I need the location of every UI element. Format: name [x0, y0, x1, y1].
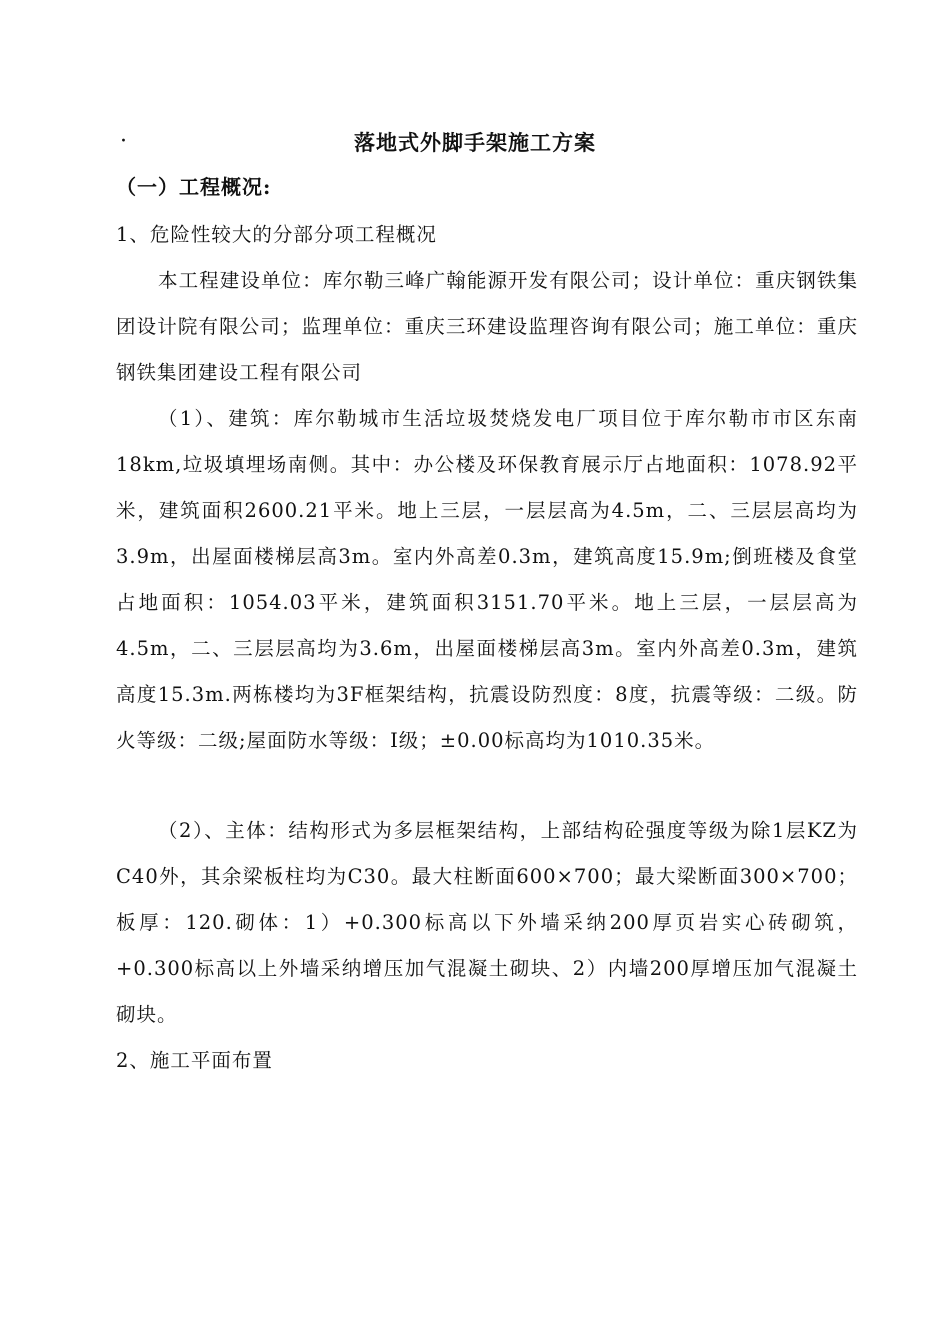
paragraph-structure: （2）、主体：结构形式为多层框架结构，上部结构砼强度等级为除1层KZ为C40外，其余梁板柱均为C30。最大柱断面600×700；最大梁断面300×700；板厚：120.砌体：1）+0.300标高以下外墙采纳200厚页岩实心砖砌筑，+0.300标高以上外墙采纳增压加气混凝土砌块、2）内墙200厚增压加气混凝土砌块。 [116, 819, 858, 1026]
page-title: 落地式外脚手架施工方案 [354, 130, 596, 155]
paragraph-units: 本工程建设单位：库尔勒三峰广翰能源开发有限公司；设计单位：重庆钢铁集团设计院有限公司；监理单位：重庆三环建设监理咨询有限公司；施工单位：重庆钢铁集团建设工程有限公司 [116, 269, 858, 384]
subsection-heading-1: 1、危险性较大的分部分项工程概况 [116, 223, 437, 246]
section-heading: （一）工程概况: [116, 175, 272, 199]
bullet-mark: · [120, 129, 127, 154]
subsection-heading-2: 2、施工平面布置 [116, 1049, 273, 1072]
paragraph-building: （1）、建筑：库尔勒城市生活垃圾焚烧发电厂项目位于库尔勒市市区东南18km,垃圾填埋场南侧。其中：办公楼及环保教育展示厅占地面积：1078.92平米，建筑面积2600.21平米。地上三层，一层层高为4.5m，二、三层层高均为3.9m，出屋面楼梯层高3m。室内外高差0.3m，建筑高度15.9m;倒班楼及食堂占地面积：1054.03平米，建筑面积3151.70平米。地上三层，一层层高为4.5m，二、三层层高均为3.6m，出屋面楼梯层高3m。室内外高差0.3m，建筑高度15.3m.两栋楼均为3F框架结构，抗震设防烈度：8度，抗震等级：二级。防火等级：二级;屋面防水等级：Ⅰ级；±0.00标高均为1010.35米。 [116, 407, 858, 752]
